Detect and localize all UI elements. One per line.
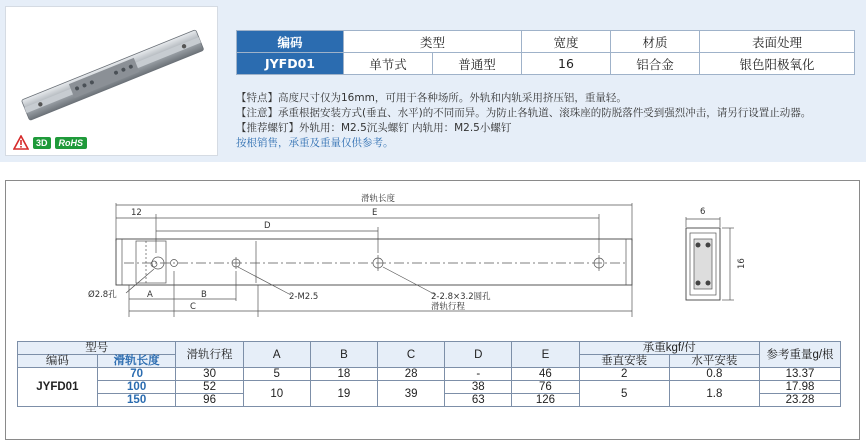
label-rail-length: 滑轨长度 — [361, 194, 396, 204]
cell-horizontal: 1.8 — [669, 381, 759, 407]
cell-travel: 96 — [176, 394, 243, 407]
cell-weight: 13.37 — [760, 368, 841, 381]
header-d: D — [445, 342, 512, 368]
spec-surface: 银色阳极氧化 — [700, 53, 855, 75]
label-dim-d: D — [264, 221, 271, 231]
cell-horizontal: 0.8 — [669, 368, 759, 381]
header-vertical: 垂直安装 — [579, 355, 669, 368]
label-long-hole: 2-2.8×3.2圆孔 — [431, 292, 491, 302]
label-hole: Ø2.8孔 — [88, 290, 117, 300]
header-load: 承重kgf/付 — [579, 342, 760, 355]
rohs-badge: RoHS — [55, 137, 88, 149]
note-caution: 【注意】承重根据安装方式(垂直、水平)的不同而异。为防止各轨道、滚珠座的防脱落件受到强烈冲击，请另行设置止动器。 — [236, 107, 812, 119]
cell-e: 76 — [512, 381, 579, 394]
header-model: 型号 — [18, 342, 176, 355]
cell-length: 70 — [97, 368, 176, 381]
label-m25: 2-M2.5 — [289, 292, 319, 302]
table-row — [18, 381, 841, 394]
cell-length: 150 — [97, 394, 176, 407]
spec-header-type: 类型 — [344, 31, 522, 53]
spec-header-surface: 表面处理 — [700, 31, 855, 53]
header-code: 编码 — [18, 355, 98, 368]
cell-e: 46 — [512, 368, 579, 381]
badge-row — [13, 135, 87, 151]
label-travel: 滑轨行程 — [431, 302, 466, 312]
header-travel: 滑轨行程 — [176, 342, 243, 368]
cell-d: 38 — [445, 381, 512, 394]
header-length: 滑轨长度 — [97, 355, 176, 368]
spec-type-b: 普通型 — [433, 53, 522, 75]
cell-a: 10 — [243, 381, 310, 407]
slide-rail-image — [6, 7, 217, 155]
label-dim-e: E — [372, 208, 378, 218]
header-c: C — [378, 342, 445, 368]
product-photo — [5, 6, 218, 156]
cell-length: 100 — [97, 381, 176, 394]
cell-a: 5 — [243, 368, 310, 381]
header-a: A — [243, 342, 310, 368]
header-e: E — [512, 342, 579, 368]
spec-header-width: 宽度 — [522, 31, 611, 53]
table-row — [18, 368, 841, 381]
cell-c: 39 — [378, 381, 445, 407]
spec-header-code: 编码 — [237, 31, 344, 53]
label-dim-16: 16 — [737, 258, 747, 269]
cell-vertical: 2 — [579, 368, 669, 381]
cell-travel: 30 — [176, 368, 243, 381]
spec-table — [236, 30, 855, 75]
label-dim-6: 6 — [700, 207, 706, 217]
label-dim-12: 12 — [131, 208, 142, 218]
note-feature: 【特点】高度尺寸仅为16mm，可用于各种场所。外轨和内轨采用挤压铝，重量轻。 — [236, 92, 627, 104]
cell-weight: 23.28 — [760, 394, 841, 407]
warning-icon — [13, 135, 29, 151]
cell-b: 18 — [310, 368, 377, 381]
label-dim-b: B — [201, 290, 207, 300]
spec-material: 铝合金 — [611, 53, 700, 75]
notes-block — [236, 91, 811, 151]
cell-e: 126 — [512, 394, 579, 407]
product-info-panel — [0, 0, 866, 162]
header-weight: 参考重量g/根 — [760, 342, 841, 368]
cell-vertical: 5 — [579, 381, 669, 407]
3d-badge: 3D — [33, 137, 51, 149]
note-screws: 【推荐螺钉】外轨用：M2.5沉头螺钉 内轨用：M2.5小螺钉 — [236, 122, 512, 134]
header-horizontal: 水平安装 — [669, 355, 759, 368]
cell-code: JYFD01 — [18, 368, 98, 407]
label-dim-a: A — [147, 290, 153, 300]
cell-c: 28 — [378, 368, 445, 381]
label-dim-c: C — [190, 302, 196, 312]
cell-d: 63 — [445, 394, 512, 407]
spec-code: JYFD01 — [237, 53, 344, 75]
cell-b: 19 — [310, 381, 377, 407]
cell-d: - — [445, 368, 512, 381]
dimension-table — [17, 341, 841, 407]
note-sales: 按根销售，承重及重量仅供参考。 — [236, 137, 394, 149]
spec-width: 16 — [522, 53, 611, 75]
header-b: B — [310, 342, 377, 368]
cell-travel: 52 — [176, 381, 243, 394]
spec-type-a: 单节式 — [344, 53, 433, 75]
cell-weight: 17.98 — [760, 381, 841, 394]
spec-header-material: 材质 — [611, 31, 700, 53]
